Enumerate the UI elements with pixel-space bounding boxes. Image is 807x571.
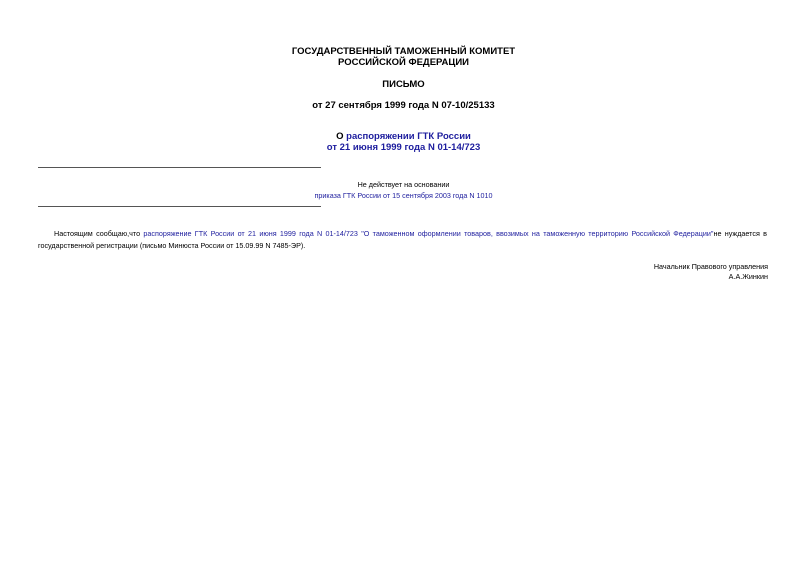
status-link[interactable]: приказа ГТК России от 15 сентября 2003 года N 1010 xyxy=(314,191,493,200)
document-date-number: от 27 сентября 1999 года N 07-10/25133 xyxy=(312,100,495,111)
subject-line1 xyxy=(0,131,807,142)
subject-prefix: О xyxy=(336,131,347,142)
body-intro: Настоящим сообщаю,что xyxy=(54,229,144,238)
body-rest: не нуждается в государственной регистрации (письмо Минюста России от 15.09.99 N 7485-ЭР). xyxy=(38,229,767,250)
signature-position: Начальник Правового управления xyxy=(653,262,768,271)
divider-top xyxy=(38,167,321,168)
subject-link-line1[interactable]: распоряжении ГТК России xyxy=(346,131,471,142)
org-title-line1: ГОСУДАРСТВЕННЫЙ ТАМОЖЕННЫЙ КОМИТЕТ xyxy=(291,46,516,57)
divider-bottom xyxy=(38,206,321,207)
body-paragraph xyxy=(38,228,767,251)
signature-name: А.А.Жинкин xyxy=(728,272,768,281)
document-type: ПИСЬМО xyxy=(382,79,425,90)
subject-link-line2[interactable]: от 21 июня 1999 года N 01-14/723 xyxy=(326,142,481,153)
body-link[interactable]: распоряжение ГТК России от 21 июня 1999 года N 01-14/723 "О таможенном оформлении товаров, ввозимых на таможенную территорию Российской Федерации" xyxy=(143,229,714,238)
status-text: Не действует на основании xyxy=(357,180,450,189)
org-title-line2: РОССИЙСКОЙ ФЕДЕРАЦИИ xyxy=(337,57,469,68)
